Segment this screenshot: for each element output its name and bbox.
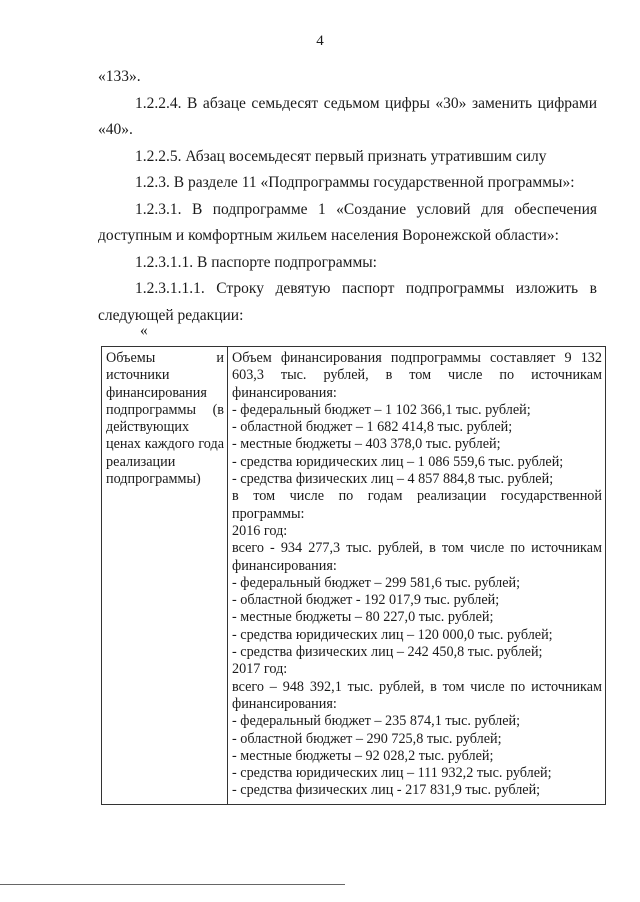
financing-line: - областной бюджет – 1 682 414,8 тыс. рублей; — [232, 419, 513, 436]
financing-line: - средства физических лиц – 242 450,8 тыс. рублей; — [232, 644, 543, 661]
opening-quote-mark: « — [140, 322, 148, 339]
financing-line: - средства юридических лиц – 1 086 559,6 тыс. рублей; — [232, 453, 564, 470]
financing-line: - средства физических лиц – 4 857 884,8 тыс. рублей; — [232, 471, 554, 488]
paragraph-1-2-2-5: 1.2.2.5. Абзац восемьдесят первый признать утратившим силу — [135, 147, 547, 165]
financing-line: - местные бюджеты – 403 378,0 тыс. рублей; — [232, 436, 501, 453]
paragraph-1-2-3-1-1: 1.2.3.1.1. В паспорте подпрограммы: — [135, 253, 377, 271]
financing-line: - местные бюджеты – 92 028,2 тыс. рублей; — [232, 747, 494, 764]
page-number: 4 — [316, 33, 324, 49]
financing-line: - федеральный бюджет – 299 581,6 тыс. рублей; — [232, 574, 521, 591]
financing-year-total-line: всего - 934 277,3 тыс. рублей, в том числе по источникам финансирования: — [232, 540, 602, 574]
table-row — [102, 347, 606, 805]
paragraph-1-2-3-1: 1.2.3.1. В подпрограмме 1 «Создание условий для обеспечения доступным и комфортным жильем населения Воронежской области»: — [98, 200, 597, 244]
financing-line: - местные бюджеты – 80 227,0 тыс. рублей; — [232, 609, 494, 626]
financing-line: - средства юридических лиц – 120 000,0 тыс. рублей; — [232, 626, 553, 643]
financing-year-total-line: всего – 948 392,1 тыс. рублей, в том числе по источникам финансирования: — [232, 678, 602, 712]
paragraph-1-2-3: 1.2.3. В разделе 11 «Подпрограммы государственной программы»: — [135, 174, 575, 191]
body-text — [98, 64, 597, 329]
financing-line: - федеральный бюджет – 1 102 366,1 тыс. рублей; — [232, 401, 531, 418]
paragraph-continuation: «133». — [98, 68, 141, 85]
year-heading-2016: 2016 год: — [232, 522, 288, 539]
table-value-cell — [228, 347, 606, 805]
paragraph-1-2-2-4: 1.2.2.4. В абзаце семьдесят седьмом цифры «30» заменить цифрами «40». — [98, 94, 597, 138]
financing-line: - федеральный бюджет – 235 874,1 тыс. рублей; — [232, 713, 521, 730]
financing-line: - областной бюджет – 290 725,8 тыс. рублей; — [232, 730, 502, 747]
financing-line: - средства юридических лиц – 111 932,2 тыс. рублей; — [232, 765, 552, 782]
financing-total-line: Объем финансирования подпрограммы составляет 9 132 603,3 тыс. рублей, в том числе по источникам финансирования: — [232, 350, 602, 401]
financing-line: - областной бюджет - 192 017,9 тыс. рублей; — [232, 592, 500, 609]
financing-line: - средства физических лиц - 217 831,9 тыс. рублей; — [232, 782, 541, 799]
footer-rule — [0, 884, 345, 885]
table-label-cell: Объемы и источники финансирования подпрограммы (в действующих ценах каждого года реализации подпрограммы) — [102, 347, 228, 805]
passport-table — [101, 346, 606, 805]
financing-by-year-heading: в том числе по годам реализации государственной программы: — [232, 488, 602, 522]
year-heading-2017: 2017 год: — [232, 661, 288, 678]
paragraph-1-2-3-1-1-1: 1.2.3.1.1.1. Строку девятую паспорт подпрограммы изложить в следующей редакции: — [98, 280, 597, 324]
